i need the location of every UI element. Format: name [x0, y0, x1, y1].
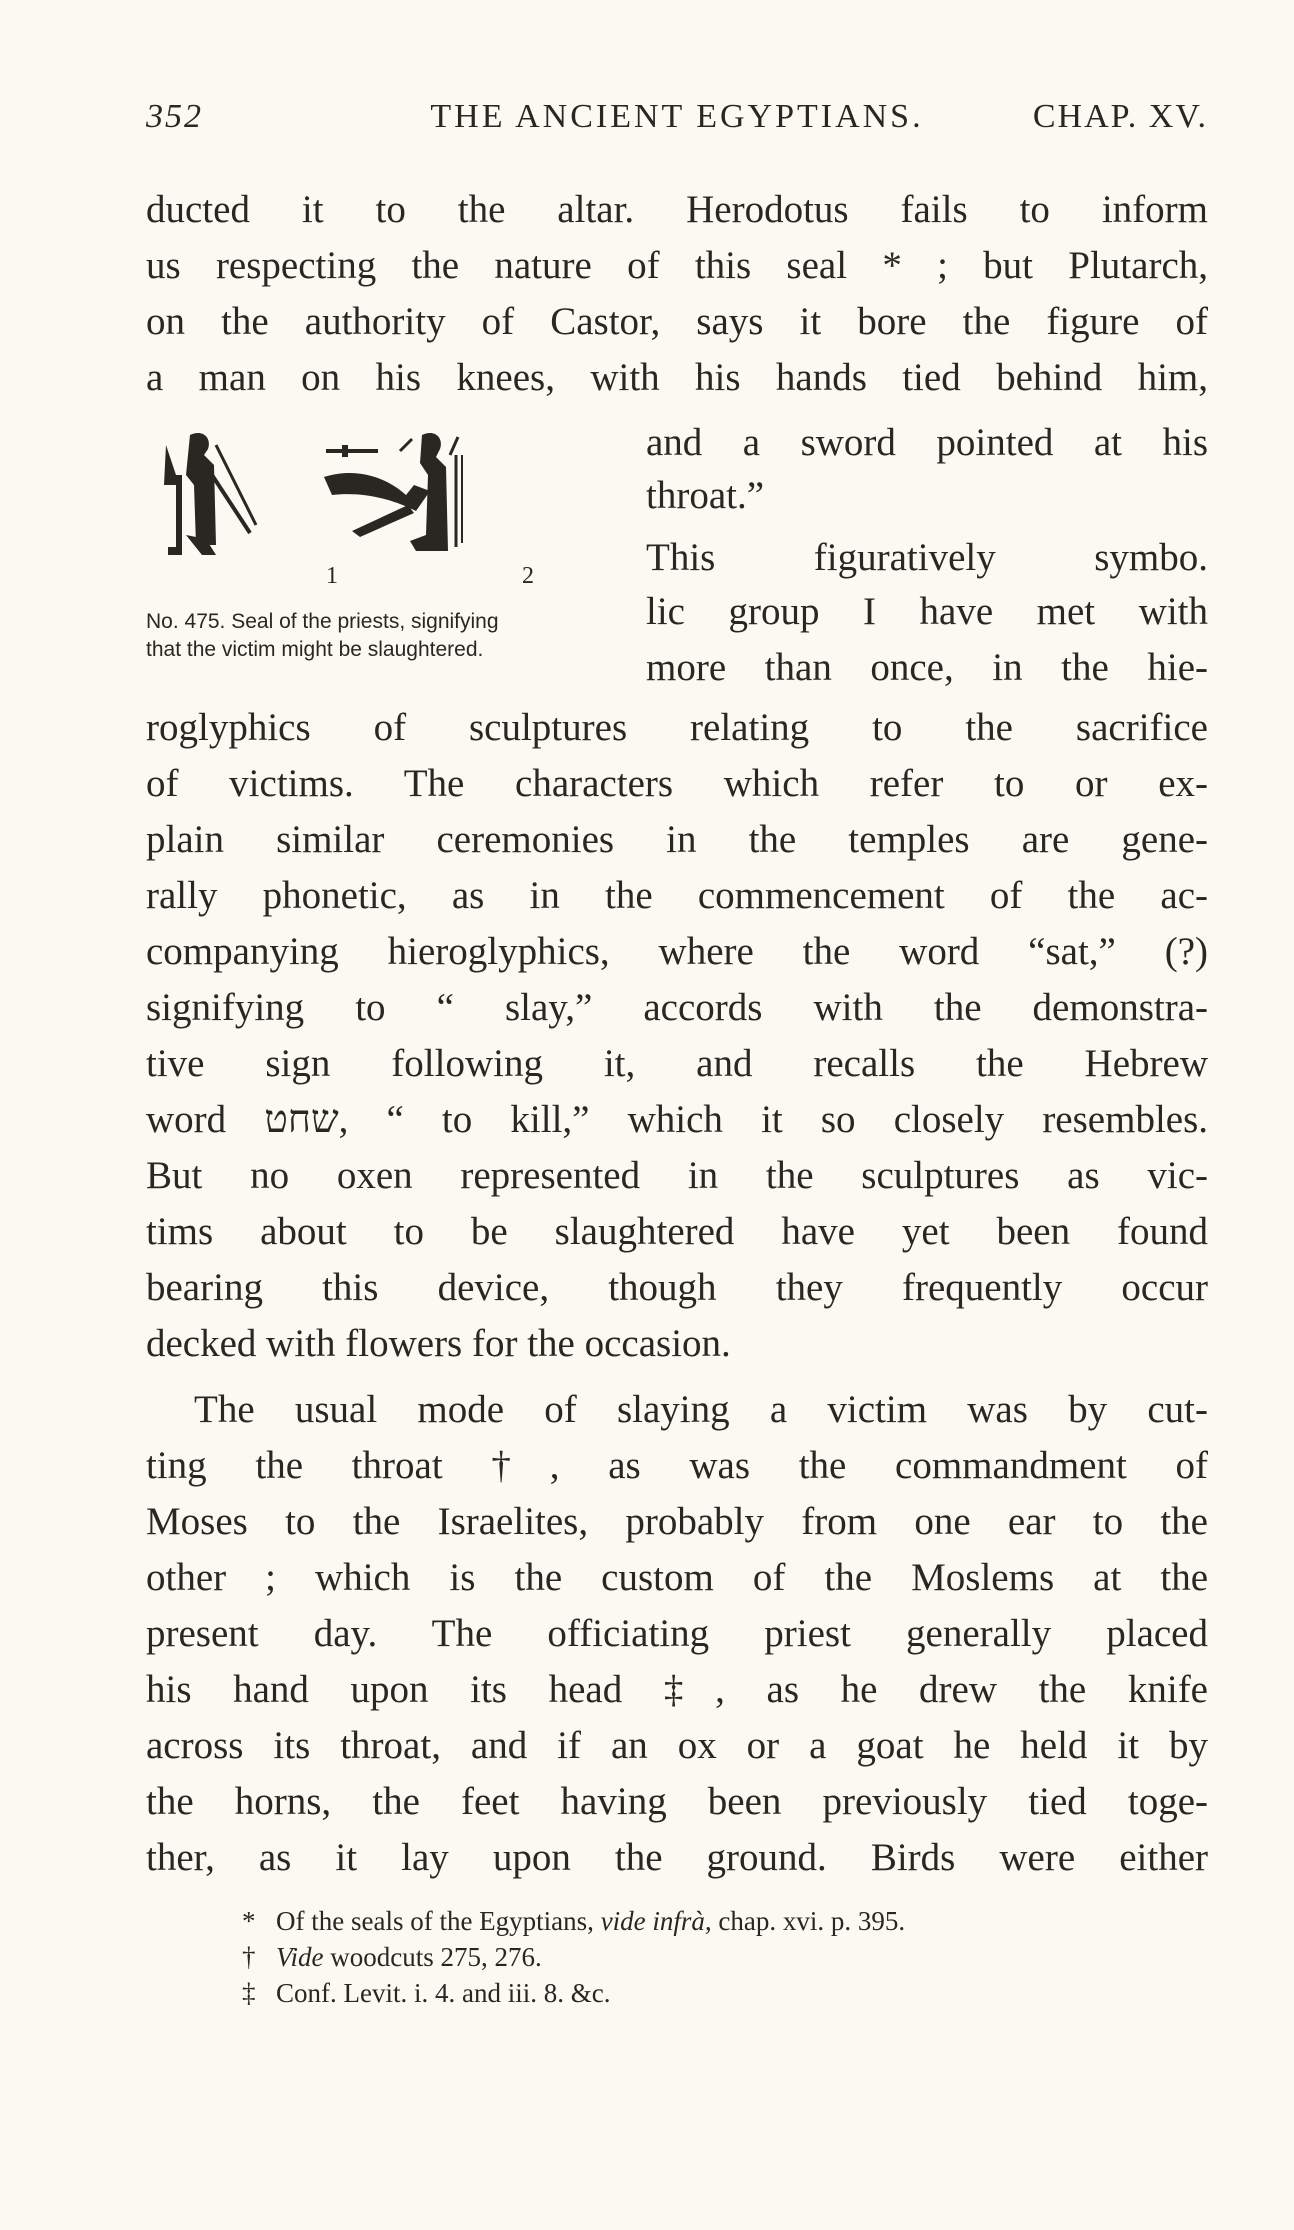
body-line: roglyphics of sculptures relating to the sacrifice	[146, 706, 1208, 749]
body-line: This figuratively symbo.	[646, 536, 1208, 579]
footnote	[242, 1976, 610, 2010]
figure-caption-line: No. 475. Seal of the priests, signifying	[146, 610, 499, 633]
paragraph-first-line: The usual mode of slaying a victim was by cut-	[194, 1388, 1208, 1431]
body-line: rally phonetic, as in the commencement of the ac-	[146, 874, 1208, 917]
body-line: on the authority of Castor, says it bore the figure of	[146, 300, 1208, 343]
body-line: tims about to be slaughtered have yet been found	[146, 1210, 1208, 1253]
body-line: lic group I have met with	[646, 590, 1208, 633]
body-line: a man on his knees, with his hands tied behind him,	[146, 356, 1208, 399]
footnote-italic: vide infrà,	[600, 1906, 712, 1936]
body-line: more than once, in the hie-	[646, 646, 1208, 689]
body-line: tive sign following it, and recalls the Hebrew	[146, 1042, 1208, 1085]
page-number: 352	[146, 98, 203, 135]
body-line: us respecting the nature of this seal * ; but Plutarch,	[146, 244, 1208, 287]
figure-label-1: 1	[326, 563, 338, 589]
footnote-text: chap. xvi. p. 395.	[711, 1906, 906, 1936]
body-line: ting the throat †, as was the commandment of	[146, 1444, 1208, 1487]
footnote-text: woodcuts 275, 276.	[323, 1942, 542, 1972]
body-line: ducted it to the altar. Herodotus fails to inform	[146, 188, 1208, 231]
figure-label-2: 2	[522, 563, 534, 589]
figure-caption-line: that the victim might be slaughtered.	[146, 638, 484, 661]
body-line: ther, as it lay upon the ground. Birds were either	[146, 1836, 1208, 1879]
body-line: signifying to “ slay,” accords with the demonstra-	[146, 986, 1208, 1029]
footnote-text: Of the seals of the Egyptians,	[276, 1906, 601, 1936]
body-line: Moses to the Israelites, probably from one ear to the	[146, 1500, 1208, 1543]
body-line: and a sword pointed at his	[646, 421, 1208, 464]
footnote	[242, 1940, 542, 1974]
chapter-label: CHAP. XV.	[1032, 98, 1208, 135]
body-line: throat.”	[646, 474, 765, 517]
footnote-mark: †	[242, 1942, 256, 1972]
seal-figure	[146, 415, 622, 625]
body-line: other ; which is the custom of the Moslems at the	[146, 1556, 1208, 1599]
kneeling-figure-glyph	[164, 433, 256, 555]
body-line: But no oxen represented in the sculptures as vic-	[146, 1154, 1208, 1197]
running-header	[146, 98, 1208, 150]
footnote-text: Conf. Levit. i. 4. and iii. 8. &c.	[276, 1978, 611, 2008]
body-line: present day. The officiating priest generally placed	[146, 1612, 1208, 1655]
body-line: of victims. The characters which refer to or ex-	[146, 762, 1208, 805]
footnote-italic: Vide	[276, 1942, 324, 1972]
hieroglyph-illustration	[146, 415, 622, 565]
body-line: decked with flowers for the occasion.	[146, 1322, 731, 1365]
body-line: the horns, the feet having been previously tied toge-	[146, 1780, 1208, 1823]
body-line: plain similar ceremonies in the temples are gene-	[146, 818, 1208, 861]
body-line: bearing this device, though they frequently occur	[146, 1266, 1208, 1309]
footnote-mark: *	[242, 1906, 256, 1936]
body-line: word שחט, “ to kill,” which it so closely resembles.	[146, 1098, 1209, 1141]
body-line: companying hieroglyphics, where the word “sat,” (?)	[146, 930, 1208, 973]
running-title: THE ANCIENT EGYPTIANS.	[430, 98, 924, 135]
footnote	[242, 1904, 905, 1938]
body-line: his hand upon its head ‡, as he drew the knife	[146, 1668, 1208, 1711]
sword-figure-glyph	[324, 433, 462, 551]
footnote-mark: ‡	[242, 1978, 256, 2008]
body-line: across its throat, and if an ox or a goat he held it by	[146, 1724, 1208, 1767]
